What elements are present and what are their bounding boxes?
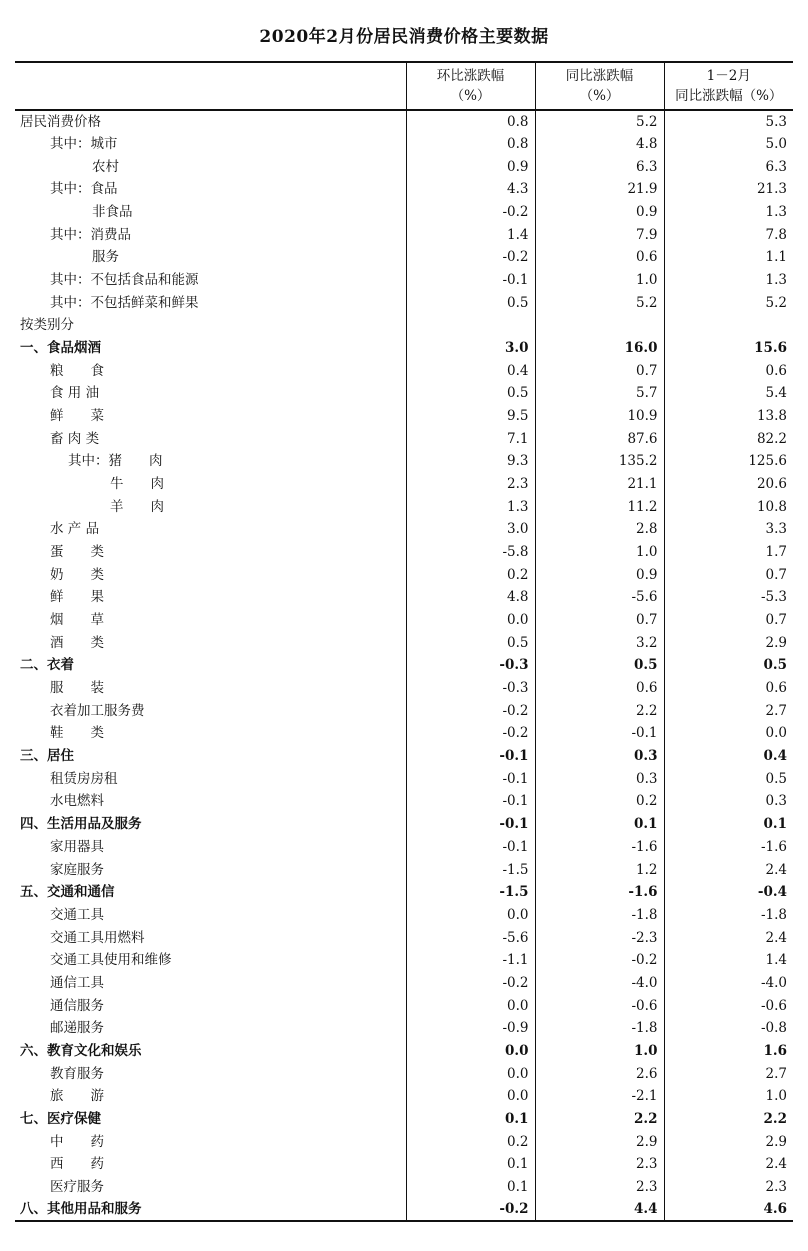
row-label: 其中：消费品 <box>50 226 131 243</box>
table-row <box>15 133 793 156</box>
row-ytd-value: 0.6 <box>664 677 793 700</box>
row-mom-value: 1.3 <box>406 495 535 518</box>
row-mom-value: 0.5 <box>406 631 535 654</box>
row-label: 教育服务 <box>50 1065 104 1082</box>
row-mom-value: 0.1 <box>406 1108 535 1131</box>
header-yoy <box>535 62 664 110</box>
row-ytd-value: -0.8 <box>664 1017 793 1040</box>
row-mom-value: -0.1 <box>406 836 535 859</box>
row-yoy-value: 0.1 <box>535 813 664 836</box>
row-ytd-value: 7.8 <box>664 223 793 246</box>
header-ytd-line2: 同比涨跌幅（%） <box>675 88 783 104</box>
row-ytd-value: 0.5 <box>664 654 793 677</box>
table-row <box>15 1017 793 1040</box>
row-ytd-value: 0.6 <box>664 359 793 382</box>
row-ytd-value: 20.6 <box>664 473 793 496</box>
row-label: 农村 <box>92 158 119 175</box>
table-row <box>15 1108 793 1131</box>
row-yoy-value: 1.0 <box>535 1040 664 1063</box>
row-ytd-value: 0.4 <box>664 745 793 768</box>
row-mom-value: 7.1 <box>406 427 535 450</box>
row-ytd-value: 1.3 <box>664 201 793 224</box>
row-mom-value: 0.5 <box>406 291 535 314</box>
table-row <box>15 518 793 541</box>
row-yoy-value: 2.2 <box>535 699 664 722</box>
table-row <box>15 178 793 201</box>
row-mom-value: 0.0 <box>406 1040 535 1063</box>
row-label: 三、居住 <box>20 748 74 765</box>
table-row <box>15 972 793 995</box>
row-ytd-value: 1.4 <box>664 949 793 972</box>
row-yoy-value: 2.9 <box>535 1130 664 1153</box>
table-row <box>15 904 793 927</box>
table-row <box>15 155 793 178</box>
row-label: 服 装 <box>50 680 104 697</box>
row-ytd-value: 2.4 <box>664 1153 793 1176</box>
row-ytd-value: 5.2 <box>664 291 793 314</box>
row-yoy-value: 5.2 <box>535 110 664 133</box>
row-ytd-value: 2.7 <box>664 1062 793 1085</box>
row-yoy-value: 5.2 <box>535 291 664 314</box>
row-mom-value: -0.2 <box>406 1198 535 1221</box>
row-ytd-value: -4.0 <box>664 972 793 995</box>
row-ytd-value: 4.6 <box>664 1198 793 1221</box>
table-row <box>15 495 793 518</box>
row-mom-value: -0.2 <box>406 246 535 269</box>
row-label: 鲜 菜 <box>50 408 104 425</box>
row-label: 家用器具 <box>50 838 104 855</box>
row-mom-value: 0.0 <box>406 1062 535 1085</box>
row-yoy-value: 0.2 <box>535 790 664 813</box>
row-yoy-value: -1.8 <box>535 1017 664 1040</box>
row-ytd-value: 13.8 <box>664 405 793 428</box>
row-ytd-value: 2.3 <box>664 1176 793 1199</box>
row-yoy-value: -2.1 <box>535 1085 664 1108</box>
row-label: 蛋 类 <box>50 544 104 561</box>
row-mom-value: 0.9 <box>406 155 535 178</box>
row-ytd-value: 2.9 <box>664 1130 793 1153</box>
row-label: 畜 肉 类 <box>50 430 100 447</box>
row-mom-value: 9.3 <box>406 450 535 473</box>
row-label: 通信服务 <box>50 997 104 1014</box>
row-yoy-value: -0.2 <box>535 949 664 972</box>
row-mom-value: 0.0 <box>406 904 535 927</box>
table-row <box>15 926 793 949</box>
row-ytd-value: -0.4 <box>664 881 793 904</box>
row-label: 衣着加工服务费 <box>50 702 145 719</box>
row-yoy-value: 1.0 <box>535 269 664 292</box>
row-ytd-value: 82.2 <box>664 427 793 450</box>
row-label: 其中：食品 <box>50 181 118 198</box>
row-ytd-value: 0.7 <box>664 563 793 586</box>
row-label: 粮 食 <box>50 362 104 379</box>
row-ytd-value: 21.3 <box>664 178 793 201</box>
table-row <box>15 836 793 859</box>
row-label: 奶 类 <box>50 566 104 583</box>
row-mom-value: -0.9 <box>406 1017 535 1040</box>
table-row <box>15 1062 793 1085</box>
row-label: 烟 草 <box>50 612 104 629</box>
row-label: 服务 <box>92 249 119 266</box>
row-ytd-value: 15.6 <box>664 337 793 360</box>
row-mom-value: 0.1 <box>406 1176 535 1199</box>
row-label: 四、生活用品及服务 <box>20 816 142 833</box>
row-yoy-value: 0.5 <box>535 654 664 677</box>
row-yoy-value: 0.7 <box>535 359 664 382</box>
row-mom-value: 3.0 <box>406 337 535 360</box>
table-row <box>15 563 793 586</box>
row-yoy-value: 10.9 <box>535 405 664 428</box>
table-row <box>15 223 793 246</box>
row-ytd-value: 3.3 <box>664 518 793 541</box>
table-title: 2020年2月份居民消费价格主要数据 <box>259 27 549 47</box>
table-row <box>15 1176 793 1199</box>
table-row <box>15 858 793 881</box>
row-label: 非食品 <box>92 204 133 221</box>
row-label: 其中：猪 肉 <box>68 453 163 470</box>
row-label: 其中：不包括鲜菜和鲜果 <box>50 294 199 311</box>
row-yoy-value: 2.8 <box>535 518 664 541</box>
row-ytd-value: 5.0 <box>664 133 793 156</box>
row-ytd-value: 5.3 <box>664 110 793 133</box>
row-label: 牛 肉 <box>110 476 164 493</box>
row-yoy-value: 16.0 <box>535 337 664 360</box>
row-mom-value: 0.0 <box>406 609 535 632</box>
table-row <box>15 1040 793 1063</box>
row-yoy-value: 2.3 <box>535 1153 664 1176</box>
table-row <box>15 291 793 314</box>
row-ytd-value: 1.0 <box>664 1085 793 1108</box>
row-yoy-value: 6.3 <box>535 155 664 178</box>
table-row <box>15 609 793 632</box>
header-yoy-line2: （%） <box>579 88 620 104</box>
table-row <box>15 677 793 700</box>
row-yoy-value: -4.0 <box>535 972 664 995</box>
row-mom-value: 9.5 <box>406 405 535 428</box>
row-mom-value: -0.1 <box>406 813 535 836</box>
table-row <box>15 994 793 1017</box>
row-ytd-value: 2.7 <box>664 699 793 722</box>
row-ytd-value: 0.7 <box>664 609 793 632</box>
row-mom-value: 0.1 <box>406 1153 535 1176</box>
table-row <box>15 1085 793 1108</box>
table-row <box>15 1153 793 1176</box>
row-ytd-value <box>664 314 793 337</box>
row-mom-value: -0.1 <box>406 767 535 790</box>
row-ytd-value: 6.3 <box>664 155 793 178</box>
row-ytd-value: -1.8 <box>664 904 793 927</box>
header-item-column <box>15 62 406 110</box>
table-row <box>15 359 793 382</box>
row-ytd-value: 125.6 <box>664 450 793 473</box>
row-label: 租赁房房租 <box>50 770 118 787</box>
row-yoy-value: 11.2 <box>535 495 664 518</box>
row-yoy-value: 1.2 <box>535 858 664 881</box>
row-label: 羊 肉 <box>110 498 164 515</box>
row-yoy-value: 3.2 <box>535 631 664 654</box>
row-mom-value: 4.3 <box>406 178 535 201</box>
row-yoy-value: -0.6 <box>535 994 664 1017</box>
header-yoy-line1: 同比涨跌幅 <box>565 68 634 84</box>
row-yoy-value: 2.6 <box>535 1062 664 1085</box>
row-yoy-value: 0.6 <box>535 246 664 269</box>
row-ytd-value: -0.6 <box>664 994 793 1017</box>
cpi-data-table <box>15 61 793 1222</box>
table-row <box>15 450 793 473</box>
row-label: 交通工具使用和维修 <box>50 952 172 969</box>
row-mom-value: -1.5 <box>406 881 535 904</box>
row-ytd-value: 2.4 <box>664 926 793 949</box>
row-label: 八、其他用品和服务 <box>15 1198 406 1221</box>
row-mom-value: 4.8 <box>406 586 535 609</box>
row-mom-value: 0.5 <box>406 382 535 405</box>
row-label: 西 药 <box>50 1156 104 1173</box>
row-mom-value: -0.1 <box>406 269 535 292</box>
table-row <box>15 722 793 745</box>
table-row <box>15 337 793 360</box>
row-yoy-value: -0.1 <box>535 722 664 745</box>
table-row <box>15 699 793 722</box>
row-label: 通信工具 <box>50 974 104 991</box>
row-mom-value <box>406 314 535 337</box>
header-mom-line2: （%） <box>450 88 491 104</box>
header-mom-line1: 环比涨跌幅 <box>436 68 505 84</box>
table-row <box>15 813 793 836</box>
row-label: 酒 类 <box>50 634 104 651</box>
header-mom <box>406 62 535 110</box>
row-yoy-value: 1.0 <box>535 541 664 564</box>
table-row <box>15 314 793 337</box>
row-mom-value: -0.2 <box>406 201 535 224</box>
table-row <box>15 631 793 654</box>
row-yoy-value: 0.3 <box>535 767 664 790</box>
row-ytd-value: 1.1 <box>664 246 793 269</box>
row-label: 鲜 果 <box>50 589 104 606</box>
row-label: 鞋 类 <box>50 725 104 742</box>
row-label: 按类别分 <box>20 317 74 334</box>
row-mom-value: 3.0 <box>406 518 535 541</box>
row-ytd-value: 0.3 <box>664 790 793 813</box>
row-mom-value: -0.2 <box>406 699 535 722</box>
row-label: 食 用 油 <box>50 385 100 402</box>
header-ytd <box>664 62 793 110</box>
row-ytd-value: 1.3 <box>664 269 793 292</box>
row-mom-value: -0.2 <box>406 722 535 745</box>
row-mom-value: -5.8 <box>406 541 535 564</box>
row-label: 邮递服务 <box>50 1020 104 1037</box>
row-mom-value: -0.2 <box>406 972 535 995</box>
row-yoy-value: 2.2 <box>535 1108 664 1131</box>
row-label: 交通工具 <box>50 906 104 923</box>
row-ytd-value: 1.7 <box>664 541 793 564</box>
row-mom-value: -1.5 <box>406 858 535 881</box>
row-ytd-value: 10.8 <box>664 495 793 518</box>
row-label: 旅 游 <box>50 1088 104 1105</box>
table-row <box>15 269 793 292</box>
row-yoy-value: 0.9 <box>535 201 664 224</box>
row-yoy-value: 4.4 <box>535 1198 664 1221</box>
table-body <box>15 110 793 1221</box>
table-row <box>15 881 793 904</box>
row-mom-value: 0.2 <box>406 563 535 586</box>
row-label: 家庭服务 <box>50 861 104 878</box>
row-yoy-value: -1.8 <box>535 904 664 927</box>
row-label: 水 产 品 <box>50 521 100 538</box>
row-label: 水电燃料 <box>50 793 104 810</box>
row-ytd-value: 0.0 <box>664 722 793 745</box>
header-ytd-line1: 1－2月 <box>706 68 751 84</box>
row-label: 其中：不包括食品和能源 <box>50 272 199 289</box>
row-ytd-value: -1.6 <box>664 836 793 859</box>
row-mom-value: 1.4 <box>406 223 535 246</box>
table-row <box>15 949 793 972</box>
row-mom-value: -5.6 <box>406 926 535 949</box>
row-mom-value: -0.3 <box>406 654 535 677</box>
row-mom-value: 2.3 <box>406 473 535 496</box>
table-row <box>15 405 793 428</box>
table-row <box>15 1130 793 1153</box>
row-ytd-value: 0.1 <box>664 813 793 836</box>
row-yoy-value: 87.6 <box>535 427 664 450</box>
table-row <box>15 110 793 133</box>
table-header-row <box>15 62 793 110</box>
row-yoy-value: -1.6 <box>535 881 664 904</box>
row-yoy-value: 5.7 <box>535 382 664 405</box>
table-row <box>15 201 793 224</box>
row-label: 一、食品烟酒 <box>20 340 101 357</box>
row-ytd-value: 1.6 <box>664 1040 793 1063</box>
row-label: 医疗服务 <box>50 1178 104 1195</box>
table-row <box>15 790 793 813</box>
table-row <box>15 382 793 405</box>
row-yoy-value: -2.3 <box>535 926 664 949</box>
table-row <box>15 541 793 564</box>
row-mom-value: -0.1 <box>406 745 535 768</box>
row-yoy-value: 0.7 <box>535 609 664 632</box>
row-yoy-value: 21.1 <box>535 473 664 496</box>
row-mom-value: -0.1 <box>406 790 535 813</box>
row-ytd-value: 2.9 <box>664 631 793 654</box>
table-row <box>15 654 793 677</box>
row-yoy-value: 7.9 <box>535 223 664 246</box>
row-yoy-value: 21.9 <box>535 178 664 201</box>
row-mom-value: 0.0 <box>406 1085 535 1108</box>
row-yoy-value: 0.9 <box>535 563 664 586</box>
row-ytd-value: 0.5 <box>664 767 793 790</box>
table-row <box>15 586 793 609</box>
row-yoy-value: 4.8 <box>535 133 664 156</box>
row-yoy-value: -5.6 <box>535 586 664 609</box>
row-ytd-value: 2.4 <box>664 858 793 881</box>
row-ytd-value: -5.3 <box>664 586 793 609</box>
table-row <box>15 745 793 768</box>
row-label: 二、衣着 <box>20 657 74 674</box>
row-yoy-value: 2.3 <box>535 1176 664 1199</box>
table-row <box>15 1198 793 1221</box>
row-yoy-value: 0.6 <box>535 677 664 700</box>
row-label: 六、教育文化和娱乐 <box>20 1042 142 1059</box>
row-ytd-value: 2.2 <box>664 1108 793 1131</box>
row-label: 中 药 <box>50 1133 104 1150</box>
row-yoy-value: -1.6 <box>535 836 664 859</box>
row-mom-value: 0.0 <box>406 994 535 1017</box>
row-yoy-value <box>535 314 664 337</box>
row-label: 七、医疗保健 <box>20 1110 101 1127</box>
row-ytd-value: 5.4 <box>664 382 793 405</box>
row-label: 五、交通和通信 <box>20 884 115 901</box>
table-row <box>15 246 793 269</box>
row-label: 其中：城市 <box>50 136 118 152</box>
row-label: 居民消费价格 <box>20 113 101 130</box>
row-mom-value: 0.4 <box>406 359 535 382</box>
row-mom-value: 0.8 <box>406 110 535 133</box>
table-row <box>15 767 793 790</box>
row-yoy-value: 0.3 <box>535 745 664 768</box>
row-mom-value: -1.1 <box>406 949 535 972</box>
row-mom-value: -0.3 <box>406 677 535 700</box>
row-mom-value: 0.8 <box>406 133 535 156</box>
row-yoy-value: 135.2 <box>535 450 664 473</box>
row-mom-value: 0.2 <box>406 1130 535 1153</box>
table-row <box>15 427 793 450</box>
table-row <box>15 473 793 496</box>
row-label: 交通工具用燃料 <box>50 929 145 946</box>
